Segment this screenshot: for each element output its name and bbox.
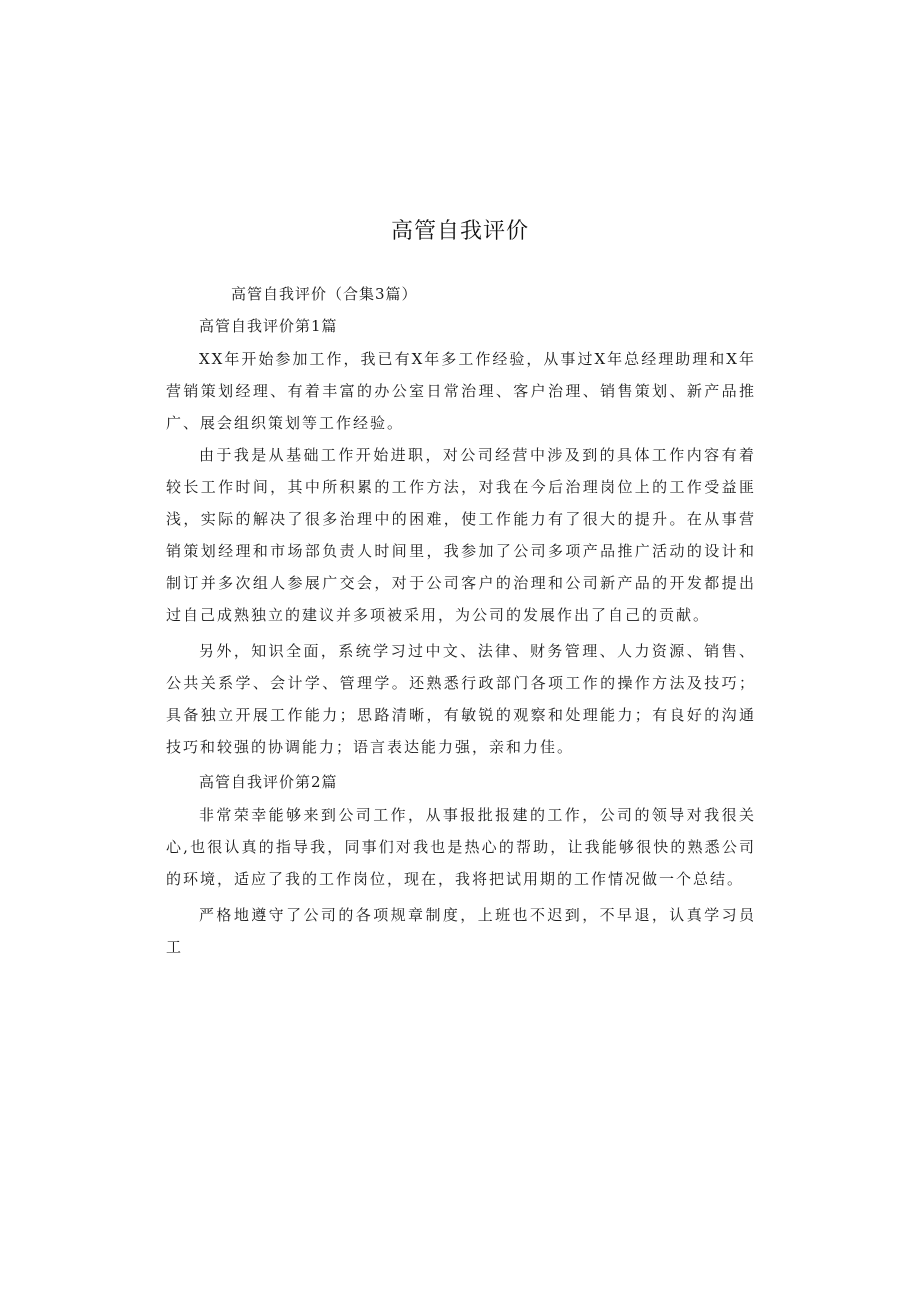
section-2-paragraph-2: 严格地遵守了公司的各项规章制度，上班也不迟到，不早退，认真学习员工 <box>166 906 756 956</box>
section-1-paragraph-1: XX年开始参加工作，我已有X年多工作经验，从事过X年总经理助理和X年营销策划经理、有着丰富的办公室日常治理、客户治理、销售策划、新产品推广、展会组织策划等工作经验。 <box>166 350 756 432</box>
section-1-paragraph-2: 由于我是从基础工作开始进职，对公司经营中涉及到的具体工作内容有着较长工作时间，其中所积累的工作方法，对我在今后治理岗位上的工作受益匪浅，实际的解决了很多治理中的困难，使工作能力有了很大的提升。在从事营销策划经理和市场部负责人时间里，我参加了公司多项产品推广活动的设计和制订并多次组人参展广交会，对于公司客户的治理和公司新产品的开发都提出过自己成熟独立的建议并多项被采用，为公司的发展作出了自己的贡献。 <box>166 446 756 624</box>
section-2-paragraph-1: 非常荣幸能够来到公司工作，从事报批报建的工作，公司的领导对我很关心,也很认真的指导我，同事们对我也是热心的帮助，让我能够很快的熟悉公司的环境，适应了我的工作岗位，现在，我将把试用期的工作情况做一个总结。 <box>166 806 756 888</box>
document-subtitle: 高管自我评价（合集3篇） <box>231 285 418 303</box>
section-heading-1: 高管自我评价第1篇 <box>199 317 338 335</box>
document-title: 高管自我评价 <box>390 219 529 244</box>
section-1-paragraph-3: 另外，知识全面，系统学习过中文、法律、财务管理、人力资源、销售、公共关系学、会计学、管理学。还熟悉行政部门各项工作的操作方法及技巧；具备独立开展工作能力；思路清晰，有敏锐的观察和处理能力；有良好的沟通技巧和较强的协调能力；语言表达能力强，亲和力佳。 <box>166 642 756 756</box>
section-heading-2: 高管自我评价第2篇 <box>199 773 338 791</box>
